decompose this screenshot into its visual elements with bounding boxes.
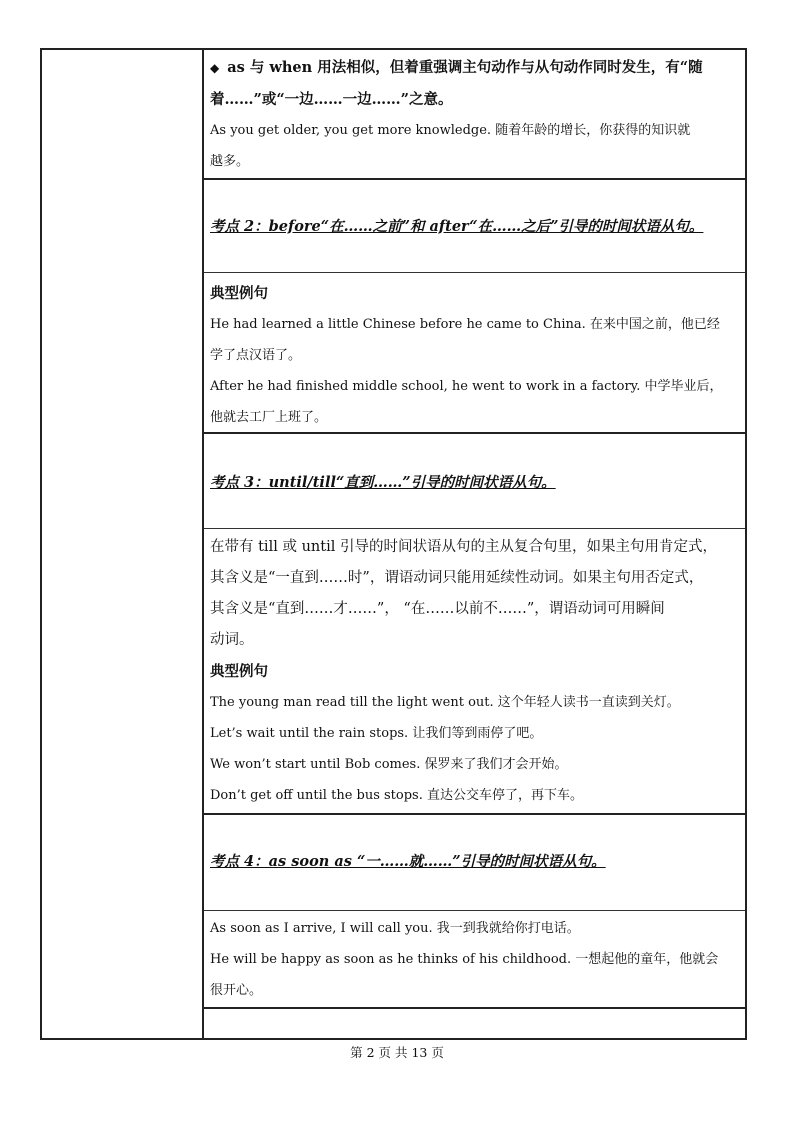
example-line: As soon as I arrive, I will call you. 我一到我就给你打电话。: [210, 921, 580, 936]
rule-paragraph-line-3: 其含义是“直到……才……”， “在……以前不……”，谓语动词可用瞬间: [210, 601, 665, 617]
example-line: He will be happy as soon as he thinks of his childhood. 一想起他的童年，他就会: [210, 952, 719, 967]
example-before-line-2: 学了点汉语了。: [210, 348, 302, 363]
example-before-line-1: He had learned a little Chinese before he came to China. 在来中国之前，他已经: [210, 317, 720, 332]
point-2-heading-cell: [204, 215, 745, 239]
row-separator: [204, 178, 745, 180]
example-line-2: 越多。: [210, 154, 250, 169]
rule-line-2: 着……”或“一边……一边……”之意。: [210, 91, 453, 108]
rule-paragraph-line-2: 其含义是“一直到……时”，谓语动词只能用延续性动词。如果主句用否定式，: [210, 570, 704, 586]
row-separator: [204, 1007, 745, 1009]
content-table: [40, 48, 747, 1040]
as-when-rule-cell: [204, 52, 745, 177]
point-4-heading-cell: [204, 850, 745, 874]
diamond-icon: ◆: [210, 61, 220, 75]
point-4-heading: 考点 4：as soon as “一……就……”引导的时间状语从句。: [210, 853, 606, 870]
point-3-heading-cell: [204, 471, 745, 495]
example-line: Don’t get off until the bus stops. 直达公交车停了，再下车。: [210, 788, 583, 803]
rule-paragraph-line-4: 动词。: [210, 632, 254, 648]
point-2-examples-cell: [204, 278, 745, 433]
row-separator: [204, 813, 745, 815]
rule-line-1: ◆ as 与 when 用法相似，但着重强调主句动作与从句动作同时发生，有“随: [210, 59, 703, 76]
point-2-heading: 考点 2：before“在……之前”和 after“在……之后”引导的时间状语从句。: [210, 218, 704, 235]
point-3-heading: 考点 3：until/till“直到……”引导的时间状语从句。: [210, 474, 556, 491]
examples-title: 典型例句: [210, 285, 268, 302]
rule-paragraph-line-1: 在带有 till 或 until 引导的时间状语从句的主从复合句里，如果主句用肯定式，: [210, 539, 717, 555]
example-line: 很开心。: [210, 983, 263, 998]
example-after-line-2: 他就去工厂上班了。: [210, 410, 328, 425]
row-separator: [204, 910, 745, 911]
example-after-line-1: After he had finished middle school, he went to work in a factory. 中学毕业后，: [210, 379, 723, 394]
as-soon-as-examples-cell: [204, 913, 745, 1006]
row-separator: [204, 528, 745, 529]
example-line-1: As you get older, you get more knowledge. 随着年龄的增长，你获得的知识就: [210, 123, 691, 138]
examples-title: 典型例句: [210, 663, 268, 680]
row-separator: [204, 272, 745, 273]
page-footer: 第 2 页 共 13 页: [350, 1045, 444, 1060]
example-line: Let’s wait until the rain stops. 让我们等到雨停了吧。: [210, 726, 543, 741]
row-separator: [204, 432, 745, 434]
example-line: We won’t start until Bob comes. 保罗来了我们才会开始。: [210, 757, 568, 772]
example-line: The young man read till the light went out. 这个年轻人读书一直读到关灯。: [210, 695, 680, 710]
until-till-cell: [204, 532, 745, 811]
